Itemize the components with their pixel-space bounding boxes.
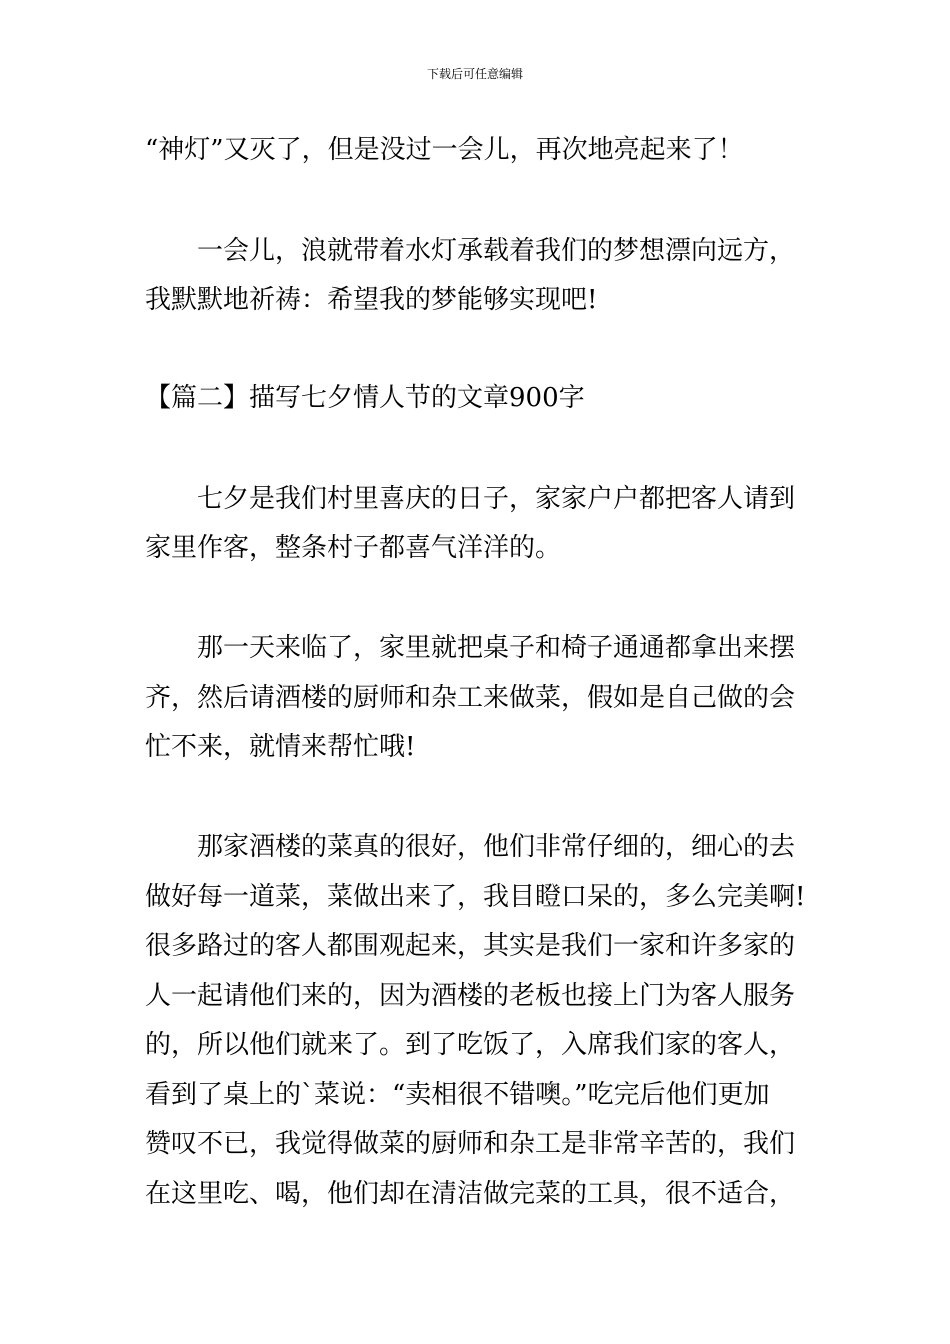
header-note: 下载后可任意编辑 <box>426 67 523 81</box>
text-line: 看到了桌上的`菜说：“卖相很不错噢。”吃完后他们更加 <box>145 1080 770 1110</box>
paragraph-first-line: 那一天来临了，家里就把桌子和椅子通通都拿出来摆 <box>197 633 796 663</box>
paragraph-first-line: 七夕是我们村里喜庆的日子，家家户户都把客人请到 <box>197 484 796 514</box>
text-line: “神灯”又灭了，但是没过一会儿，再次地亮起来了！ <box>145 135 744 165</box>
text-line: 做好每一道菜，菜做出来了，我目瞪口呆的，多么完美啊! <box>145 882 806 912</box>
text-line: 很多路过的客人都围观起来，其实是我们一家和许多家的 <box>145 931 796 961</box>
text-line: 忙不来，就情来帮忙哦! <box>145 732 416 762</box>
text-line: 人一起请他们来的，因为酒楼的老板也接上门为客人服务 <box>145 981 796 1011</box>
text-line: 我默默地祈祷：希望我的梦能够实现吧! <box>145 285 598 315</box>
paragraph-first-line: 一会儿，浪就带着水灯承载着我们的梦想漂向远方， <box>197 236 796 266</box>
text-line: 齐，然后请酒楼的厨师和杂工来做菜，假如是自己做的会 <box>145 683 796 713</box>
section-heading: 【篇二】描写七夕情人节的文章900字 <box>145 383 585 413</box>
text-line: 赞叹不已，我觉得做菜的厨师和杂工是非常辛苦的，我们 <box>145 1129 796 1159</box>
text-line: 家里作客，整条村子都喜气洋洋的。 <box>145 533 562 563</box>
text-line: 在这里吃、喝，他们却在清洁做完菜的工具，很不适合， <box>145 1179 796 1209</box>
text-line: 的，所以他们就来了。到了吃饭了，入席我们家的客人， <box>145 1030 796 1060</box>
paragraph-first-line: 那家酒楼的菜真的很好，他们非常仔细的，细心的去 <box>197 832 796 862</box>
